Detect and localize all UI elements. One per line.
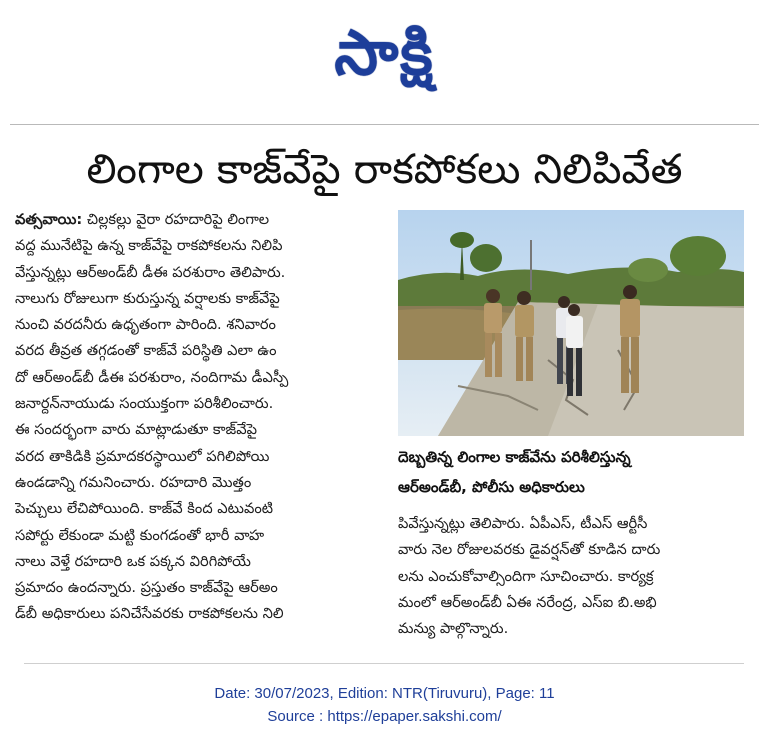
article-line: డ్‌బీ అధికారులు పనిచేసేవరకు రాకపోకలను నిలి: [15, 605, 284, 623]
caption-line: దెబ్బతిన్న లింగాల కాజ్‌వేను పరిశీలిస్తున్న: [398, 448, 631, 466]
article-line: వరద తీవ్రత తగ్గడంతో కాజ్‌వే పరిస్థితి ఎలా ఉం: [15, 342, 277, 360]
footer-divider: [24, 663, 744, 664]
article-line: లను ఎంచుకోవాల్సిందిగా సూచించారు. కార్యక్ర: [398, 567, 654, 585]
article-line: నాలుగు రోజులుగా కురుస్తున్న వర్షాలకు కాజ్‌వేపై: [15, 289, 280, 307]
article-line: నుంచి వరదనీరు ఉధృతంగా పారింది. శనివారం: [15, 316, 276, 334]
article-line: వేస్తున్నట్లు ఆర్‌అండ్‌బీ డీఈ పరశురాం తెలిపారు.: [15, 263, 286, 281]
article-body-right: [398, 511, 744, 642]
photo-caption: [398, 442, 744, 502]
article-headline: లింగాల కాజ్‌వేపై రాకపోకలు నిలిపివేత: [86, 145, 683, 193]
dateline: వత్సవాయి:: [15, 211, 83, 228]
article-body-left: [15, 207, 367, 628]
news-photo: [398, 210, 744, 436]
article-line: మన్యు పాల్గొన్నారు.: [398, 620, 509, 638]
article-line: వత్సవాయి: చిల్లకల్లు వైరా రహదారిపై లింగాల: [15, 211, 270, 228]
caption-line: ఆర్‌అండ్‌బీ, పోలీసు అధికారులు: [398, 478, 585, 496]
article-line: వరద తాకిడికి ప్రమాదకరస్థాయిలో పగిలిపోయి: [15, 447, 270, 465]
source-link[interactable]: Source : https://epaper.sakshi.com/: [267, 708, 502, 725]
article-line: పివేస్తున్నట్లు తెలిపారు. ఏపీఎస్, టీఎస్ ఆర్టీసీ: [398, 515, 648, 532]
article-line: వద్ద మునేటిపై ఉన్న కాజ్‌వేపై రాకపోకలను నిలిపి: [15, 237, 283, 255]
masthead: [0, 10, 769, 102]
article-line: నాలు వెళ్తే రహదారి ఒక పక్కన విరిగిపోయే: [15, 552, 251, 570]
edition-info: Date: 30/07/2023, Edition: NTR(Tiruvuru), Page: 11: [214, 685, 555, 702]
article-line: ఉండడాన్ని గమనించారు. రహదారి మొత్తం: [15, 473, 252, 491]
article-line: సపోర్టు లేకుండా మట్టి కుంగడంతో భారీ వాహ: [15, 526, 265, 544]
article-line: మంలో ఆర్‌అండ్‌బీ ఏఈ నరేంద్ర, ఎస్‌ఐ బి.అభి: [398, 593, 657, 611]
article-line: దో ఆర్‌అండ్‌బీ డీఈ పరశురాం, నందిగామ డీఎస్పీ: [15, 368, 289, 386]
article-line: వారు నెల రోజులవరకు డైవర్షన్‌తో కూడిన దారు: [398, 541, 661, 559]
article-line: ఈ సందర్భంగా వారు మాట్లాడుతూ కాజ్‌వేపై: [15, 421, 257, 439]
sakshi-logo: సాక్షి: [334, 16, 435, 89]
article-line: ప్రమాదం ఉందన్నారు. ప్రస్తుతం కాజ్‌వేపై ఆర్‌అం: [15, 579, 278, 597]
article-line: పెచ్చులు లేచిపోయింది. కాజ్‌వే కింద ఎటువంటి: [15, 500, 273, 518]
header-divider: [10, 124, 759, 125]
article-line: జనార్దన్‌నాయుడు సంయుక్తంగా పరిశీలించారు.: [15, 395, 274, 413]
